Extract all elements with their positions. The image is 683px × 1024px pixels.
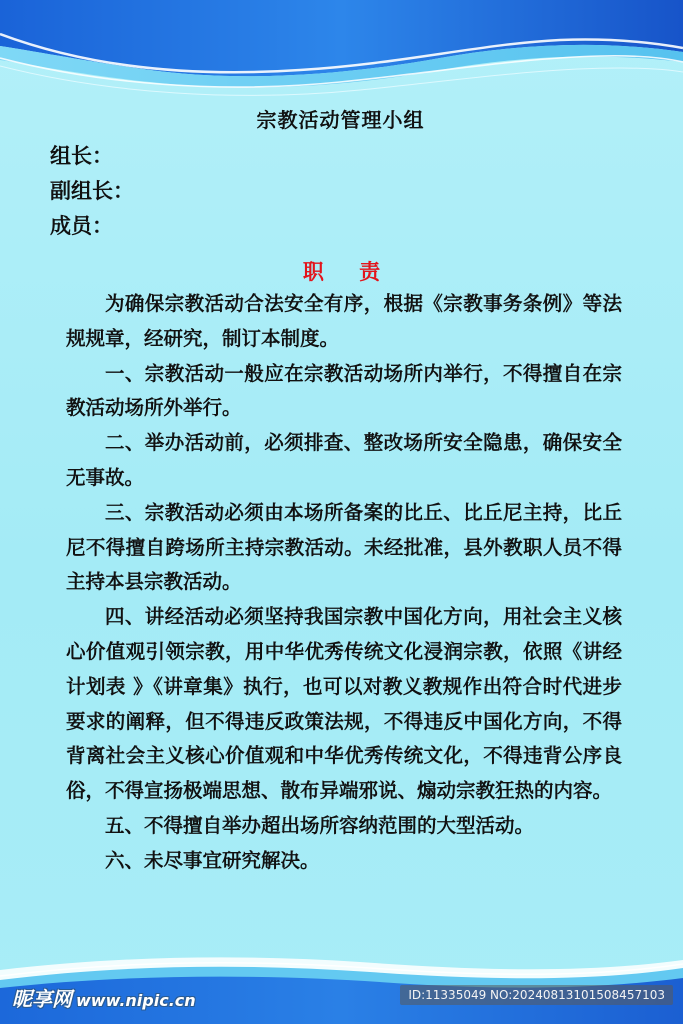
duty-item-3: 三、宗教活动必须由本场所备案的比丘、比丘尼主持，比丘尼不得擅自跨场所主持宗教活动。未经批准，县外教职人员不得主持本县宗教活动。 xyxy=(66,500,622,594)
nipic-logo xyxy=(12,983,196,1012)
duty-item-2: 二、举办活动前，必须排查、整改场所安全隐患，确保安全无事故。 xyxy=(66,431,622,489)
duty-item-4: 四、讲经活动必须坚持我国宗教中国化方向，用社会主义核心价值观引领宗教，用中华优秀传统文化浸润宗教，依照《讲经计划表 》《讲章集》执行，也可以对教义教规作出符合时代进步要求的阐释，但不得违反政策法规，不得违反中国化方向，不得背离社会主义核心价值观和中华优秀传统文化，不得违背公序良俗，不得宣扬极端思想、散布异端邪说、煽动宗教狂热的内容。 xyxy=(66,605,622,803)
members-field: 成员： xyxy=(50,214,113,238)
logo-site: www.nipic.cn xyxy=(76,991,196,1010)
top-wave-decoration xyxy=(0,0,683,120)
watermark-id-badge: ID:11335049 NO:20240813101508457103 xyxy=(400,985,673,1005)
duty-item-1: 一、宗教活动一般应在宗教活动场所内举行，不得擅自在宗教活动场所外举行。 xyxy=(66,361,622,420)
logo-brand: 昵享网 xyxy=(12,987,72,1011)
duties-heading: 职 责 xyxy=(302,260,395,284)
duty-item-6: 六、未尽事宜研究解决。 xyxy=(105,848,320,872)
leader-field: 组长： xyxy=(50,144,113,168)
deputy-leader-field: 副组长： xyxy=(50,179,134,203)
page-title: 宗教活动管理小组 xyxy=(256,108,425,132)
duty-item-5: 五、不得擅自举办超出场所容纳范围的大型活动。 xyxy=(105,813,535,837)
duties-content xyxy=(66,287,622,879)
intro-paragraph: 为确保宗教活动合法安全有序，根据《宗教事务条例》等法规规章，经研究，制订本制度。 xyxy=(66,292,622,350)
